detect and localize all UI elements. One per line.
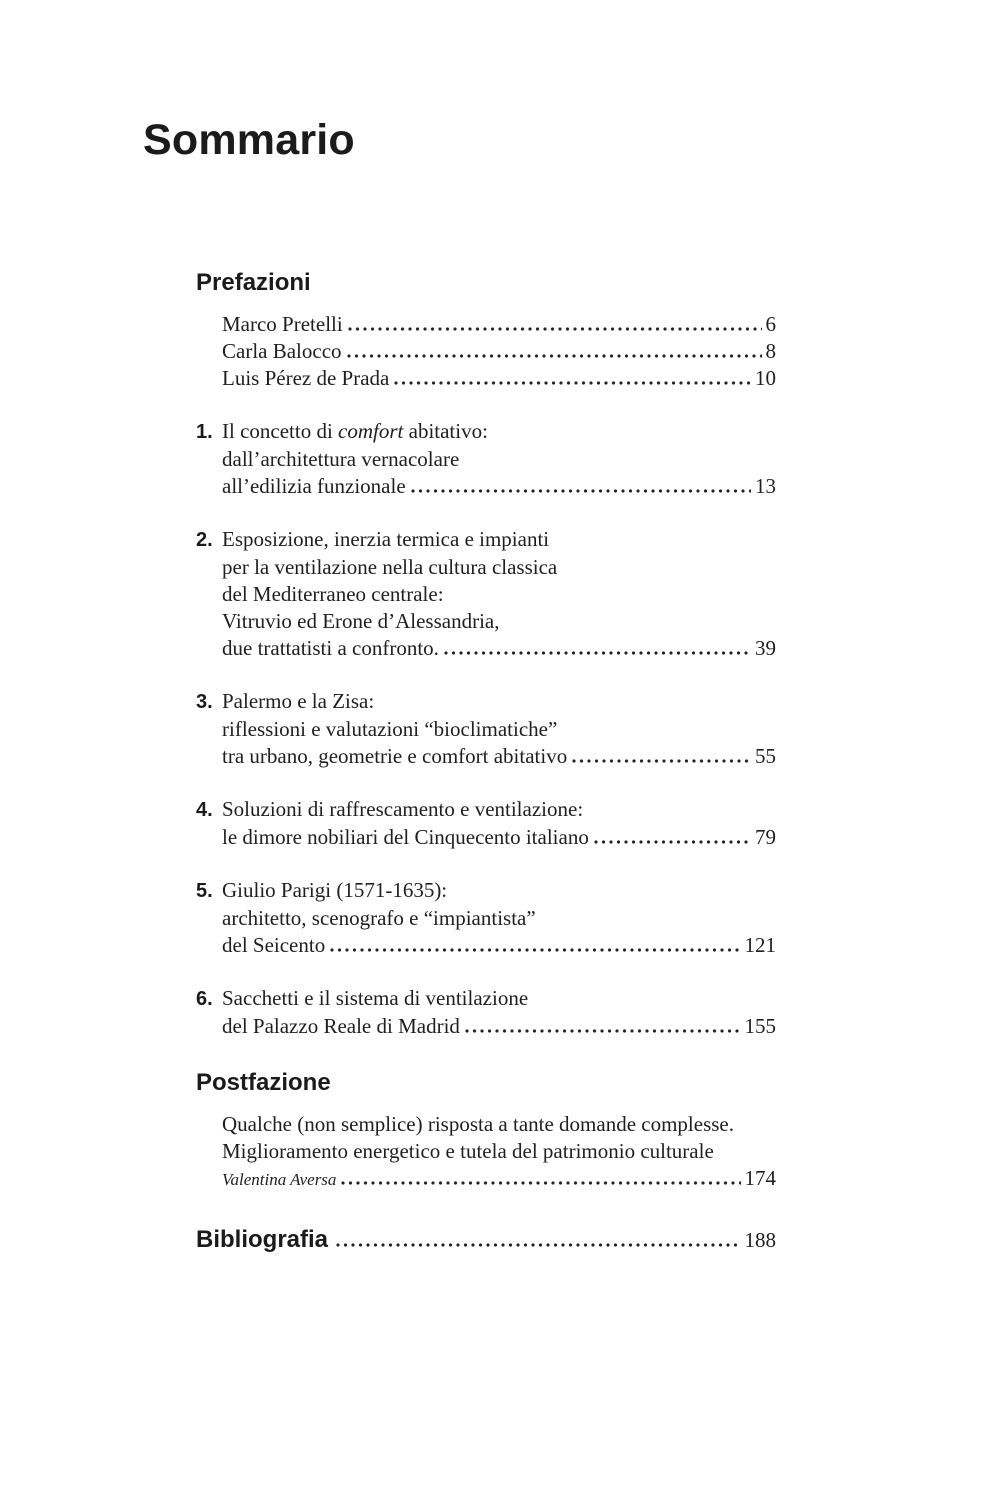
page-number: 8 <box>765 339 776 363</box>
toc-item <box>196 365 776 392</box>
entry-line: riflessioni e valutazioni “bioclimatiche” <box>222 717 558 741</box>
entry-line: per la ventilazione nella cultura classica <box>222 555 558 579</box>
page-number: 121 <box>744 933 776 957</box>
entry-line: architetto, scenografo e “impiantista” <box>222 906 536 930</box>
entry-number: 6. <box>196 988 213 1010</box>
entry-last-line: del Palazzo Reale di Madrid 155 <box>222 1014 776 1038</box>
page-number: 55 <box>755 744 776 768</box>
postfazione-line: Miglioramento energetico e tutela del patrimonio culturale <box>222 1139 714 1163</box>
entry-last-line: all’edilizia funzionale 13 <box>222 474 776 498</box>
postfazione-author-line <box>196 1165 776 1193</box>
toc-entry <box>196 796 776 851</box>
entry-last-line: due trattatisti a confronto. 39 <box>222 636 776 660</box>
toc-item <box>196 338 776 365</box>
page-number: 10 <box>755 366 776 390</box>
toc-item-label: Carla Balocco <box>222 339 342 363</box>
entry-title-line: Il concetto di comfort abitativo: <box>222 419 488 443</box>
table-of-contents <box>196 268 776 1255</box>
dot-leader <box>572 758 751 763</box>
author-name: Valentina Aversa <box>222 1170 337 1189</box>
page-number: 13 <box>755 474 776 498</box>
toc-item-label: Marco Pretelli <box>222 312 343 336</box>
entry-last-line: tra urbano, geometrie e comfort abitativo 55 <box>222 744 776 768</box>
entry-title-line: Sacchetti e il sistema di ventilazione <box>222 986 529 1010</box>
postfazione-section <box>196 1068 776 1193</box>
entry-title-line: Palermo e la Zisa: <box>222 689 375 713</box>
dot-leader <box>411 488 751 493</box>
toc-item-label: Luis Pérez de Prada <box>222 366 390 390</box>
entry-title-line: Esposizione, inerzia termica e impianti <box>222 527 550 551</box>
bibliografia-section <box>196 1225 776 1255</box>
entry-number: 5. <box>196 880 213 902</box>
dot-leader <box>465 1028 741 1033</box>
dot-leader <box>330 947 740 952</box>
dot-leader <box>341 1180 740 1185</box>
page-number: 6 <box>765 312 776 336</box>
entry-last-line: le dimore nobiliari del Cinquecento italiano 79 <box>222 825 776 849</box>
page-title: Sommario <box>143 116 355 164</box>
entry-line: Vitruvio ed Erone d’Alessandria, <box>222 609 500 633</box>
page-number: 174 <box>744 1166 776 1190</box>
section-heading-bibliografia: Bibliografia <box>196 1226 329 1253</box>
dot-leader <box>336 1242 740 1247</box>
dot-leader <box>347 353 762 358</box>
toc-entry <box>196 688 776 770</box>
postfazione-line: Qualche (non semplice) risposta a tante domande complesse. <box>222 1112 734 1136</box>
entry-line: dall’architettura vernacolare <box>222 447 460 471</box>
page-number: 79 <box>755 825 776 849</box>
page-number: 39 <box>755 636 776 660</box>
entry-title-line: Soluzioni di raffrescamento e ventilazione: <box>222 797 584 821</box>
page-number: 155 <box>744 1014 776 1038</box>
page-number: 188 <box>744 1228 776 1252</box>
dot-leader <box>594 839 751 844</box>
prefazioni-items <box>196 311 776 392</box>
toc-entry <box>196 526 776 662</box>
toc-entry <box>196 877 776 959</box>
entry-last-line: del Seicento 121 <box>222 933 776 957</box>
dot-leader <box>394 380 751 385</box>
entry-number: 3. <box>196 691 213 713</box>
dot-leader <box>348 326 762 331</box>
dot-leader <box>444 650 751 655</box>
section-heading-prefazioni: Prefazioni <box>196 269 311 296</box>
toc-entry <box>196 418 776 500</box>
entry-line: del Mediterraneo centrale: <box>222 582 444 606</box>
toc-item <box>196 311 776 338</box>
section-heading-postfazione: Postfazione <box>196 1069 331 1096</box>
entry-title-line: Giulio Parigi (1571-1635): <box>222 878 448 902</box>
entry-number: 4. <box>196 799 213 821</box>
entry-number: 2. <box>196 529 213 551</box>
toc-entry <box>196 985 776 1040</box>
entry-number: 1. <box>196 421 213 443</box>
